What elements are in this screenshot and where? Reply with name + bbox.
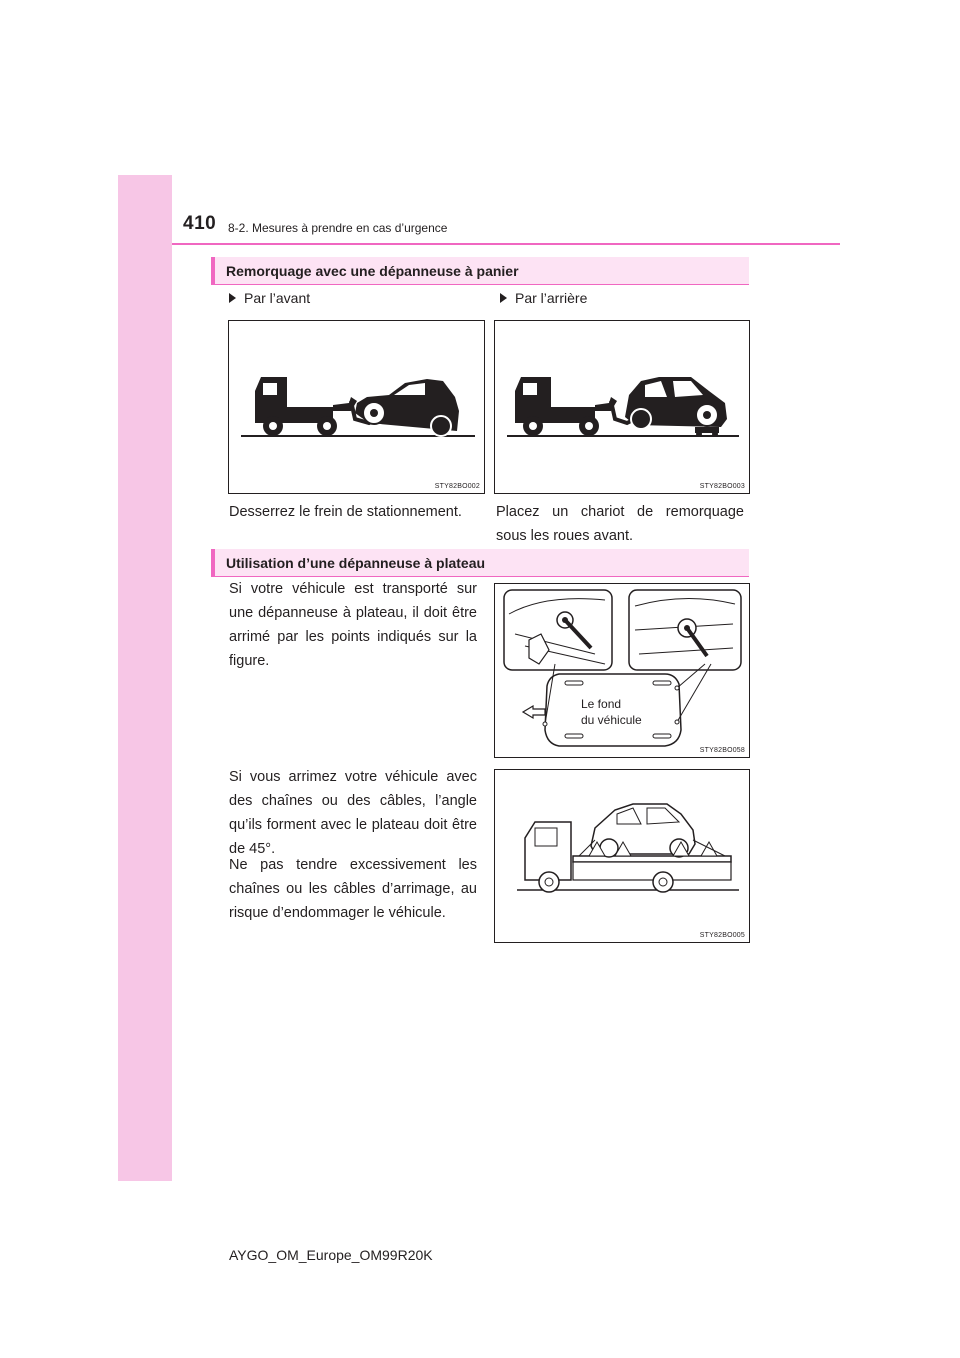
caption-rear: Placez un chariot de remorquage sous les roues avant. <box>496 504 744 544</box>
section-heading-tow-dolly <box>211 257 749 285</box>
option-front <box>229 290 310 306</box>
side-tab <box>118 175 172 1181</box>
paragraph-chain-angle: Si vous arrimez votre véhicule avec des chaînes ou des câbles, l’angle qu’ils forment avec le plateau doit être de 45°. <box>229 769 477 857</box>
figure-code: STY82BO002 <box>434 483 480 490</box>
figure-code: STY82BO003 <box>699 483 745 490</box>
paragraph-tension-warning: Ne pas tendre excessivement les chaînes ou les câbles d’arrimage, au risque d’endommager le véhicule. <box>229 857 477 921</box>
tow-truck-rear-illustration <box>495 321 749 493</box>
chapter-title: 8-2. Mesures à prendre en cas d’urgence <box>228 221 448 235</box>
footer-doc-id: AYGO_OM_Europe_OM99R20K <box>229 1247 433 1263</box>
section-heading-flatbed <box>211 549 749 577</box>
figure-tie-down-points <box>494 583 750 758</box>
page-number: 410 <box>183 213 217 234</box>
vehicle-underside-label-line2: du véhicule <box>581 713 642 727</box>
option-front-label: Par l’avant <box>244 290 311 306</box>
triangle-bullet-icon <box>229 293 236 303</box>
figure-code: STY82BO005 <box>699 932 745 939</box>
figure-rear-tow <box>494 320 750 494</box>
option-rear-label: Par l’arrière <box>515 290 588 306</box>
caption-front: Desserrez le frein de stationnement. <box>229 504 462 520</box>
vehicle-underside-label <box>581 696 642 728</box>
paragraph-flatbed-intro: Si votre véhicule est transporté sur une dépanneuse à plateau, il doit être arrimé par les points indiqués sur la figure. <box>229 581 477 669</box>
tow-truck-front-illustration <box>229 321 484 493</box>
figure-front-tow <box>228 320 485 494</box>
figure-flatbed-truck <box>494 769 750 943</box>
header-rule <box>172 243 840 245</box>
figure-code: STY82BO058 <box>699 747 745 754</box>
section-title: Utilisation d’une dépanneuse à plateau <box>226 555 486 571</box>
flatbed-truck-illustration <box>495 770 749 942</box>
section-title: Remorquage avec une dépanneuse à panier <box>226 263 519 279</box>
vehicle-underside-label-line1: Le fond <box>581 697 622 711</box>
tie-down-points-illustration <box>495 584 749 757</box>
triangle-bullet-icon <box>500 293 507 303</box>
option-rear <box>500 290 587 306</box>
